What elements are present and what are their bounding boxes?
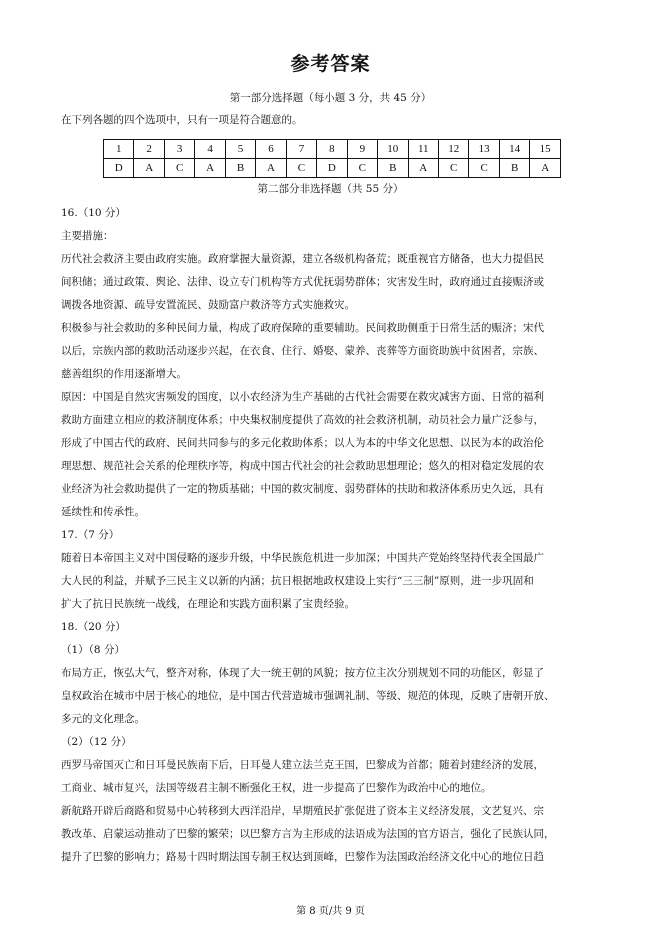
q16-line: 慈善组织的作用逐渐增大。 (61, 368, 187, 380)
question-number-cell: 3 (164, 140, 194, 159)
q18-sub2-label: （2）（12 分） (61, 736, 132, 748)
answer-cell: D (104, 159, 134, 178)
answer-cell: D (317, 159, 347, 178)
question-number-cell: 11 (408, 140, 438, 159)
question-number-cell: 14 (499, 140, 529, 159)
q16-line: 形成了中国古代的政府、民间共同参与的多元化救助体系；以人为本的中华文化思想、以民为本的政治伦 (61, 437, 544, 449)
question-number-cell: 13 (469, 140, 499, 159)
q17-label: 17.（7 分） (61, 529, 120, 541)
question-number-cell: 6 (256, 140, 286, 159)
question-number-row (104, 140, 561, 159)
question-number-cell: 9 (347, 140, 377, 159)
q16-line: 救助方面建立相应的救济制度体系；中央集权制度提供了高效的社会救济机制，动员社会力量广泛参与， (61, 414, 544, 426)
q16-line: 间积储；通过政策、舆论、法律、设立专门机构等方式优抚弱势群体；灾害发生时，政府通过直接赈济或 (61, 276, 544, 288)
answer-cell: A (256, 159, 286, 178)
answer-cell: A (195, 159, 225, 178)
answer-cell: B (225, 159, 255, 178)
q16-line: 理思想、规范社会关系的伦理秩序等，构成中国古代社会的社会救助思想理论；悠久的相对稳定发展的农 (61, 460, 544, 472)
question-number-cell: 4 (195, 140, 225, 159)
q16-line: 主要措施： (61, 230, 114, 242)
q17-line: 扩大了抗日民族统一战线，在理论和实践方面积累了宝贵经验。 (61, 598, 355, 610)
answer-cell: A (530, 159, 561, 178)
q16-line: 业经济为社会救助提供了一定的物质基础；中国的救灾制度、弱势群体的扶助和救济体系历史久远，具有 (61, 483, 544, 495)
answer-cell: C (164, 159, 194, 178)
question-number-cell: 2 (134, 140, 164, 159)
question-number-cell: 15 (530, 140, 561, 159)
q18-sub2-line: 提升了巴黎的影响力；路易十四时期法国专制王权达到顶峰，巴黎作为法国政治经济文化中心的地位日趋 (61, 851, 544, 863)
q18-sub1-line: 布局方正，恢弘大气，整齐对称，体现了大一统王朝的风貌；按方位主次分别规划不同的功能区，彰显了 (61, 667, 544, 679)
question-number-cell: 10 (378, 140, 408, 159)
q18-sub2-line: 教改革、启蒙运动推动了巴黎的繁荣；以巴黎方言为主形成的法语成为法国的官方语言，强化了民族认同， (61, 828, 555, 840)
part2-heading: 第二部分非选择题（共 55 分） (257, 183, 404, 195)
answer-row (104, 159, 561, 178)
answer-cell: C (469, 159, 499, 178)
q16-line: 积极参与社会救助的多种民间力量，构成了政府保障的重要辅助。民间救助侧重于日常生活的赈济；宋代 (61, 322, 544, 334)
q18-sub2-line: 西罗马帝国灭亡和日耳曼民族南下后，日耳曼人建立法兰克王国，巴黎成为首都；随着封建经济的发展， (61, 759, 544, 771)
q18-sub1-line: 皇权政治在城市中居于核心的地位，是中国古代营造城市强调礼制、等级、规范的体现，反映了唐朝开放、 (61, 690, 555, 702)
question-number-cell: 8 (317, 140, 347, 159)
answer-table (103, 139, 561, 178)
answer-cell: B (378, 159, 408, 178)
question-number-cell: 12 (438, 140, 468, 159)
q16-line: 历代社会救济主要由政府实施。政府掌握大量资源，建立各级机构备荒；既重视官方储备，也大力提倡民 (61, 253, 544, 265)
q16-line: 调拨各地资源、疏导安置流民、鼓励富户救济等方式实施救灾。 (61, 299, 355, 311)
answer-cell: B (499, 159, 529, 178)
answer-cell: A (134, 159, 164, 178)
question-number-cell: 7 (286, 140, 316, 159)
part1-heading: 第一部分选择题（每小题 3 分，共 45 分） (229, 92, 432, 104)
q16-line: 延续性和传承性。 (61, 506, 145, 518)
q18-sub2-line: 工商业、城市复兴，法国等级君主制不断强化王权，进一步提高了巴黎作为政治中心的地位。 (61, 782, 492, 794)
part1-instruction: 在下列各题的四个选项中，只有一项是符合题意的。 (61, 114, 303, 126)
answer-cell: C (438, 159, 468, 178)
q18-label: 18.（20 分） (61, 621, 126, 633)
q18-sub2-line: 新航路开辟后商路和贸易中心转移到大西洋沿岸，早期殖民扩张促进了资本主义经济发展，文艺复兴、宗 (61, 805, 544, 817)
q16-line: 以后，宗族内部的救助活动逐步兴起，在衣食、住行、婚娶、蒙养、丧葬等方面资助族中贫困者，宗族、 (61, 345, 544, 357)
page-footer: 第 8 页/共 9 页 (296, 906, 365, 917)
page-title: 参考答案 (290, 53, 371, 75)
answer-cell: C (286, 159, 316, 178)
answer-cell: C (347, 159, 377, 178)
answer-cell: A (408, 159, 438, 178)
q18-sub1-label: （1）（8 分） (61, 644, 125, 656)
q16-label: 16.（10 分） (61, 207, 126, 219)
question-number-cell: 5 (225, 140, 255, 159)
q17-line: 大人民的利益，并赋予三民主义以新的内涵；抗日根据地政权建设上实行“三三制”原则，进一步巩固和 (61, 575, 534, 587)
q18-sub1-line: 多元的文化理念。 (61, 713, 145, 725)
q17-line: 随着日本帝国主义对中国侵略的逐步升级，中华民族危机进一步加深；中国共产党始终坚持代表全国最广 (61, 552, 544, 564)
q16-line: 原因：中国是自然灾害频发的国度，以小农经济为生产基础的古代社会需要在救灾减害方面、日常的福利 (61, 391, 544, 403)
question-number-cell: 1 (104, 140, 134, 159)
